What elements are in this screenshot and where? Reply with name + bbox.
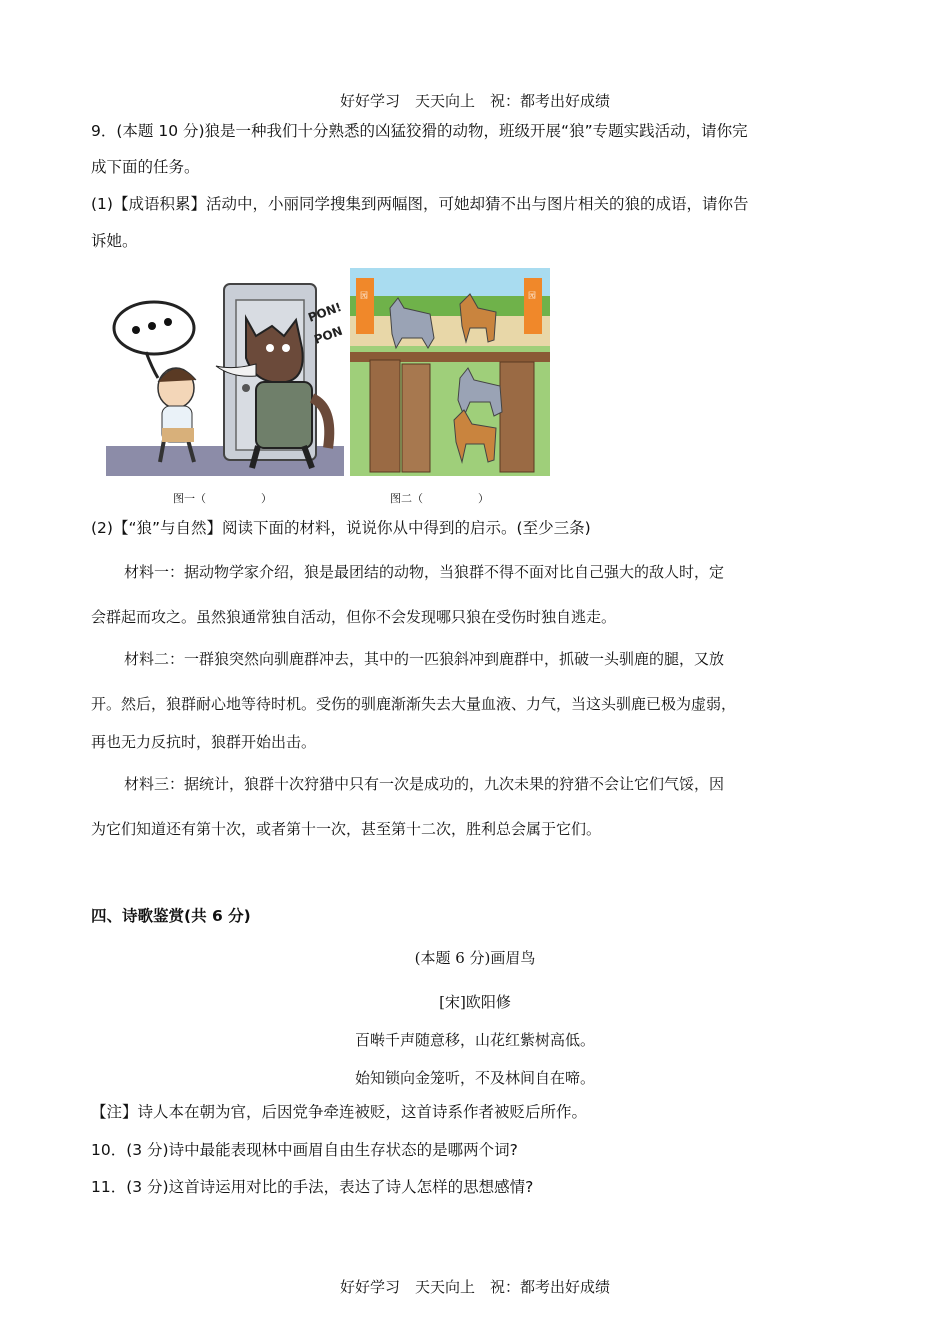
material-1-line1: 材料一：据动物学家介绍，狼是最团结的动物，当狼群不得不面对比自己强大的敌人时，定 <box>124 563 725 581</box>
material-3-line1: 材料三：据统计，狼群十次狩猎中只有一次是成功的，九次未果的狩猎不会让它们气馁，因 <box>124 775 725 793</box>
fig2-sign-left: 园 <box>360 291 368 300</box>
poem-line-2: 始知锁向金笼听，不及林间自在啼。 <box>354 1069 595 1087</box>
poem-author: [宋]欧阳修 <box>439 993 511 1011</box>
poem-title: (本题 6 分)画眉鸟 <box>414 949 536 967</box>
poem-line-1: 百啭千声随意移，山花红紫树高低。 <box>354 1031 595 1049</box>
material-3-line2: 为它们知道还有第十次，或者第十一次，甚至第十二次，胜利总会属于它们。 <box>91 820 602 838</box>
material-2-line2: 开。然后，狼群耐心地等待时机。受伤的驯鹿渐渐失去大量血液、力气，当这头驯鹿已极为虚弱， <box>91 695 737 713</box>
q9-line1: 9．(本题 10 分)狼是一种我们十分熟悉的凶猛狡猾的动物，班级开展“狼”专题实践活动，请你完 <box>91 122 748 140</box>
material-2-line1: 材料二：一群狼突然向驯鹿群冲去，其中的一匹狼斜冲到鹿群中，抓破一头驯鹿的腿，又放 <box>124 650 725 668</box>
question-10: 10．(3 分)诗中最能表现林中画眉自由生存状态的是哪两个词? <box>91 1141 518 1159</box>
poem-note: 【注】诗人本在朝为官，后因党争牵连被贬，这首诗系作者被贬后所作。 <box>91 1103 588 1121</box>
material-1-line2: 会群起而攻之。虽然狼通常独自活动，但你不会发现哪只狼在受伤时独自逃走。 <box>91 608 617 626</box>
fig2-sign-right: 园 <box>528 291 536 300</box>
q9-part2: (2)【“狼”与自然】阅读下面的材料，说说你从中得到的启示。(至少三条) <box>91 519 591 537</box>
page-header: 好好学习 天天向上 祝：都考出好成绩 <box>339 92 610 110</box>
figure-1-caption: 图一（ ） <box>173 492 272 505</box>
q9-part1-line1: (1)【成语积累】活动中，小丽同学搜集到两幅图，可她却猜不出与图片相关的狼的成语，请你告 <box>91 195 749 213</box>
pon-text: PON! <box>306 299 344 325</box>
q9-part1-line2: 诉她。 <box>91 232 138 250</box>
figure-1-wolf-cartoon <box>106 278 344 476</box>
q9-line2: 成下面的任务。 <box>91 158 200 176</box>
section-4-title: 四、诗歌鉴赏(共 6 分) <box>91 907 251 925</box>
figure-2-wolf-deer <box>350 268 550 476</box>
figure-2-caption: 图二（ ） <box>390 492 489 505</box>
question-11: 11．(3 分)这首诗运用对比的手法，表达了诗人怎样的思想感情? <box>91 1178 534 1196</box>
material-2-line3: 再也无力反抗时，狼群开始出击。 <box>91 733 317 751</box>
svg-text:PON: PON <box>312 323 344 347</box>
page-footer: 好好学习 天天向上 祝：都考出好成绩 <box>339 1278 610 1296</box>
